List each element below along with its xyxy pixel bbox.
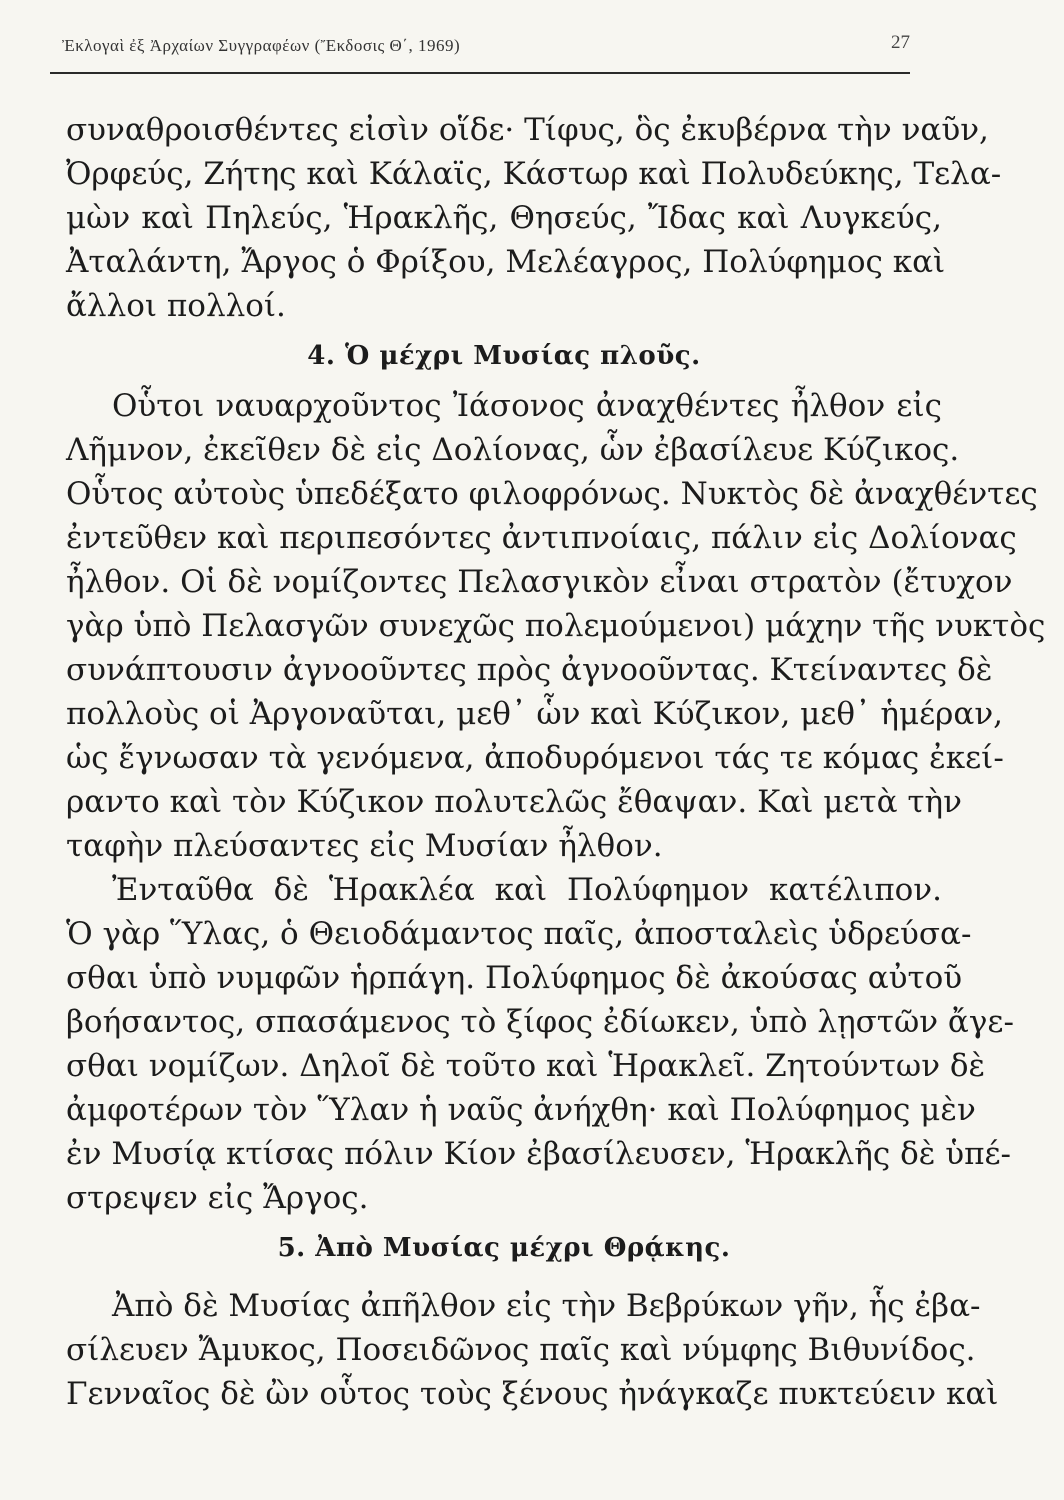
paragraph-1 xyxy=(66,108,1002,328)
text-line: ἐντεῦθεν καὶ περιπεσόντες ἀντιπνοίαις, πάλιν εἰς Δολίονας xyxy=(66,520,1017,556)
text-line: βοήσαντος, σπασάμενος τὸ ξίφος ἐδίωκεν, ὑπὸ λῃστῶν ἄγε- xyxy=(66,1004,1014,1040)
section-heading-5: 5. Ἀπὸ Μυσίας μέχρι Θρᾴκης. xyxy=(277,1233,731,1263)
section-4-paragraph-b xyxy=(66,868,1014,1220)
text-line: ἀμφοτέρων τὸν Ὕλαν ἡ ναῦς ἀνήχθη· καὶ Πολύφημος μὲν xyxy=(66,1092,976,1128)
text-line: πολλοὺς οἱ Ἀργοναῦται, μεθ᾽ ὧν καὶ Κύζικον, μεθ᾽ ἡμέραν, xyxy=(66,696,1004,732)
text-line: ἦλθον. Οἱ δὲ νομίζοντες Πελασγικὸν εἶναι στρατὸν (ἔτυχον xyxy=(66,564,1013,600)
text-line: Οὗτοι ναυαρχοῦντος Ἰάσονος ἀναχθέντες ἦλθον εἰς xyxy=(112,388,942,424)
page-number: 27 xyxy=(891,32,910,53)
text-line: γὰρ ὑπὸ Πελασγῶν συνεχῶς πολεμούμενοι) μάχην τῆς νυκτὸς xyxy=(66,608,1046,644)
text-line: μὼν καὶ Πηλεύς, Ἡρακλῆς, Θησεύς, Ἴδας καὶ Λυγκεύς, xyxy=(66,200,942,236)
text-line: ραντο καὶ τὸν Κύζικον πολυτελῶς ἔθαψαν. Καὶ μετὰ τὴν xyxy=(66,784,962,820)
header-rule xyxy=(50,72,910,74)
body-text xyxy=(66,108,1046,1416)
text-line: συναθροισθέντες εἰσὶν οἵδε· Τίφυς, ὃς ἐκυβέρνα τὴν ναῦν, xyxy=(66,112,989,148)
text-line: ταφὴν πλεύσαντες εἰς Μυσίαν ἦλθον. xyxy=(66,828,663,864)
text-line: Ἀταλάντη, Ἄργος ὁ Φρίξου, Μελέαγρος, Πολύφημος καὶ xyxy=(66,244,946,280)
text-line: σθαι νομίζων. Δηλοῖ δὲ τοῦτο καὶ Ἡρακλεῖ. Ζητούντων δὲ xyxy=(66,1048,986,1084)
text-line: συνάπτουσιν ἀγνοοῦντες πρὸς ἀγνοοῦντας. Κτείναντες δὲ xyxy=(66,652,993,688)
section-4-paragraph-a xyxy=(66,384,1046,868)
text-line: Ὀρφεύς, Ζήτης καὶ Κάλαϊς, Κάστωρ καὶ Πολυδεύκης, Τελα- xyxy=(66,156,1002,192)
text-line: ἐν Μυσίᾳ κτίσας πόλιν Κίον ἐβασίλευσεν, Ἡρακλῆς δὲ ὑπέ- xyxy=(66,1136,1012,1172)
running-head xyxy=(62,32,910,64)
section-heading-4: 4. Ὁ μέχρι Μυσίας πλοῦς. xyxy=(307,341,701,371)
text-line: Λῆμνον, ἐκεῖθεν δὲ εἰς Δολίονας, ὧν ἐβασίλευε Κύζικος. xyxy=(66,432,960,468)
text-line: ἄλλοι πολλοί. xyxy=(66,288,286,324)
section-5-paragraph-a xyxy=(66,1284,999,1416)
text-line: Οὗτος αὐτοὺς ὑπεδέξατο φιλοφρόνως. Νυκτὸς δὲ ἀναχθέντες xyxy=(66,476,1038,512)
text-line: σίλευεν Ἄμυκος, Ποσειδῶνος παῖς καὶ νύμφης Βιθυνίδος. xyxy=(66,1332,976,1368)
running-title: Ἐκλογαὶ ἐξ Ἀρχαίων Συγγραφέων (Ἔκδοσις Θ΄, 1969) xyxy=(62,36,461,55)
text-line: ὡς ἔγνωσαν τὰ γενόμενα, ἀποδυρόμενοι τάς τε κόμας ἐκεί- xyxy=(66,740,1004,776)
text-line: Γενναῖος δὲ ὢν οὗτος τοὺς ξένους ἠνάγκαζε πυκτεύειν καὶ xyxy=(66,1376,999,1412)
text-line: Ἀπὸ δὲ Μυσίας ἀπῆλθον εἰς τὴν Βεβρύκων γῆν, ἧς ἐβα- xyxy=(112,1288,981,1324)
text-line: στρεψεν εἰς Ἄργος. xyxy=(66,1180,369,1216)
text-line: σθαι ὑπὸ νυμφῶν ἡρπάγη. Πολύφημος δὲ ἀκούσας αὐτοῦ xyxy=(66,960,963,996)
text-line: Ἐνταῦθα δὲ Ἡρακλέα καὶ Πολύφημον κατέλιπον. xyxy=(112,872,942,908)
text-line: Ὁ γὰρ Ὕλας, ὁ Θειοδάμαντος παῖς, ἀποσταλεὶς ὑδρεύσα- xyxy=(66,916,972,952)
